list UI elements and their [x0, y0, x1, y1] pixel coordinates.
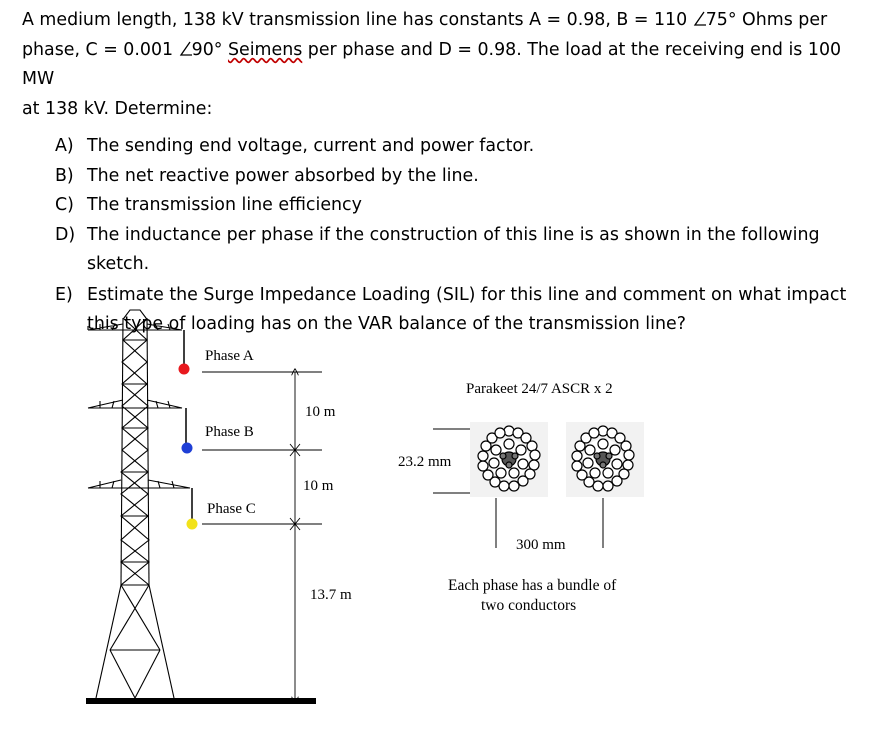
angle-symbol-icon: [179, 41, 192, 57]
diameter-label: 23.2 mm: [398, 454, 452, 470]
phase-b-conductor: [182, 443, 193, 454]
bundle-note-line2: two conductors: [481, 597, 577, 614]
phase-c-conductor: [187, 519, 198, 530]
list-item: E) Estimate the Surge Impedance Loading (SIL) for this line and comment on what impact this type of loading has on the VAR balance of the transmission line?: [55, 284, 847, 334]
list-item: A) The sending end voltage, current and power factor.: [55, 136, 535, 156]
phase-b-label: Phase B: [205, 424, 254, 440]
vertical-dimension: [290, 372, 300, 700]
phase-a-label: Phase A: [205, 348, 254, 364]
dim-ab-label: 10 m: [305, 404, 336, 420]
insulator-strings: [184, 330, 192, 520]
conductor-strand-right-icon: [566, 422, 644, 497]
problem-statement: [22, 6, 862, 340]
intro-line3: at 138 kV. Determine:: [22, 98, 213, 119]
list-item: B) The net reactive power absorbed by the line.: [55, 165, 479, 186]
problem-intro: [22, 6, 862, 124]
ground-line: [86, 698, 316, 704]
b-angle: 75°: [705, 10, 737, 30]
conductor-type-label: Parakeet 24/7 ASCR x 2: [466, 381, 613, 397]
c-angle: 90°: [191, 39, 223, 60]
angle-symbol-icon: [693, 11, 706, 27]
bundle-note-line1: Each phase has a bundle of: [448, 577, 617, 594]
intro-line1-a: A medium length, 138 kV transmission line has constants A = 0.98, B = 110: [22, 10, 693, 30]
phase-c-label: Phase C: [207, 501, 256, 517]
seimens-word: Seimens: [227, 39, 303, 60]
phase-a-conductor: [179, 364, 190, 375]
spacing-label: 300 mm: [516, 537, 566, 553]
list-item: D) The inductance per phase if the construction of this line is as shown in the following sketch.: [55, 224, 820, 274]
intro-line1-b: Ohms per: [736, 10, 828, 30]
transmission-tower: [88, 310, 190, 698]
dim-bc-label: 10 m: [303, 478, 334, 494]
intro-line2-a: phase, C = 0.001: [22, 39, 179, 60]
conductor-strand-left-icon: [470, 422, 548, 497]
dim-ground-label: 13.7 m: [310, 587, 352, 603]
tower-sketch: [0, 300, 875, 753]
list-item: C) The transmission line efficiency: [55, 195, 362, 215]
intro-line2-c: per phase and D = 0.98. The load at the receiving end is 100 MW: [22, 39, 842, 89]
